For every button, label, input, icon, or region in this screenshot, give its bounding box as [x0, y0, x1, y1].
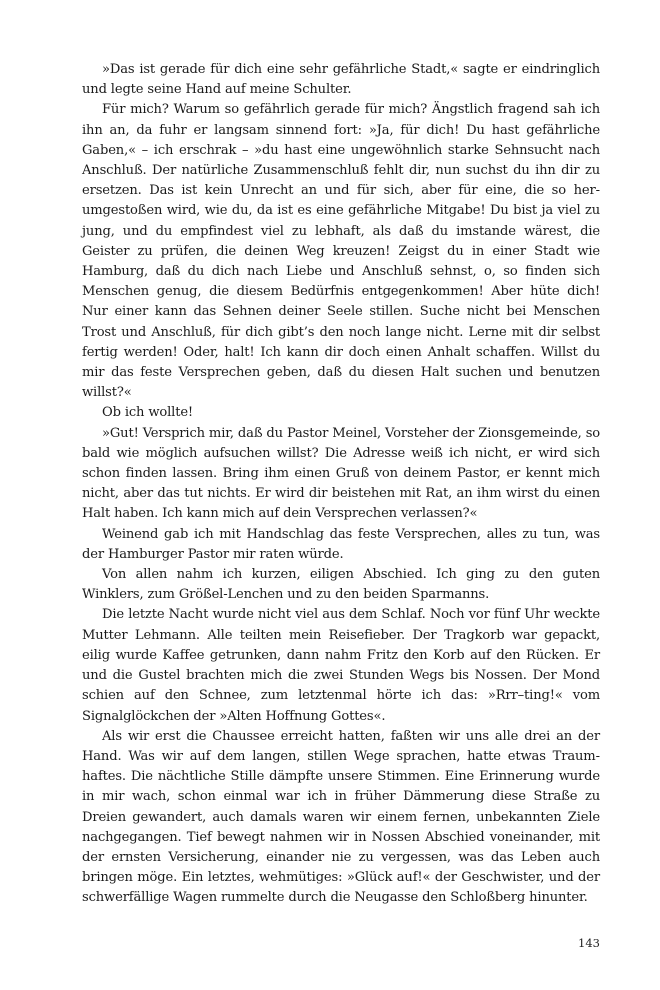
body-text [82, 60, 600, 909]
paragraph-6: Von allen nahm ich kurzen, eiligen Abschied. Ich ging zu den guten Winklers, zum Größel-Lenchen und zu den beiden Sparmanns. [82, 567, 600, 603]
page-number: 143 [578, 936, 600, 950]
paragraph-8: Als wir erst die Chaussee erreicht hatten, faßten wir uns alle drei an der Hand. Was wir auf dem langen, stillen Wege sprachen, hatte etwas Traumhaftes. Die nächtliche Stille dämpfte unsere Stimmen. Eine Erinnerung wurde in mir wach, schon einmal war ich in früher Dämmerung diese Straße zu Dreien gewandert, auch damals waren wir einem fernen, unbekannten Ziele nachgegangen. Tief bewegt nahmen wir in Nossen Abschied voneinander, mit der ernsten Versicherung, einander nie zu vergessen, was das Leben auch bringen möge. Ein letztes, wehmütiges: »Glück auf!« der Geschwister, und der schwerfällige Wagen rummelte durch die Neugasse den Schloßberg hinunter. [82, 728, 600, 906]
paragraph-7: Die letzte Nacht wurde nicht viel aus dem Schlaf. Noch vor fünf Uhr weckte Mutter Lehmann. Alle teilten mein Reisefieber. Der Tragkorb war gepackt, eilig wurde Kaffee getrunken, dann nahm Fritz den Korb auf den Rücken. Er und die Gustel brachten mich die zwei Stunden Wegs bis Nossen. Der Mond schien auf den Schnee, zum letztenmal hörte ich das: »Rrr–ting!« vom Signalglöckchen der »Alten Hoffnung Gottes«. [82, 607, 600, 724]
paragraph-1: »Das ist gerade für dich eine sehr gefährliche Stadt,« sagte er eindringlich und legte seine Hand auf meine Schulter. [82, 62, 600, 98]
paragraph-2: Für mich? Warum so gefährlich gerade für mich? Ängstlich fragend sah ich ihn an, da fuhr er langsam sinnend fort: »Ja, für dich! Du hast gefährliche Gaben,« – ich erschrak – »du hast eine ungewöhnlich starke Sehnsucht nach Anschluß. Der natürliche Zusammenschluß fehlt dir, nun suchst du ihn dir zu ersetzen. Das ist kein Unrecht an und für sich, aber für eine, die so herumgestoßen wird, wie du, da ist es eine gefährliche Mitgabe! Du bist ja viel zu jung, und du empfindest viel zu lebhaft, als daß du imstande wärest, die Geister zu prüfen, die deinen Weg kreuzen! Zeigst du in einer Stadt wie Hamburg, daß du dich nach Liebe und Anschluß sehnst, o, so finden sich Menschen genug, die diesem Bedürfnis entgegenkommen! Aber hüte dich! Nur einer kann das Sehnen deiner Seele stillen. Suche nicht bei Menschen Trost und Anschluß, für dich gibt’s den noch lange nicht. Lerne mit dir selbst fertig werden! Oder, halt! Ich kann dir doch einen Anhalt schaffen. Willst du mir das feste Versprechen geben, daß du diesen Halt suchen und benutzen willst?« [82, 102, 600, 401]
paragraph-3: Ob ich wollte! [102, 405, 194, 421]
paragraph-5: Weinend gab ich mit Handschlag das feste Versprechen, alles zu tun, was der Hamburger Pastor mir raten würde. [82, 526, 600, 562]
paragraph-4: »Gut! Versprich mir, daß du Pastor Meinel, Vorsteher der Zionsgemeinde, so bald wie möglich aufsuchen willst? Die Adresse weiß ich nicht, er wird sich schon finden lassen. Bring ihm einen Gruß von deinem Pastor, er kennt mich nicht, aber das tut nichts. Er wird dir beistehen mit Rat, an ihm wirst du einen Halt haben. Ich kann mich auf dein Versprechen verlassen?« [82, 425, 600, 522]
